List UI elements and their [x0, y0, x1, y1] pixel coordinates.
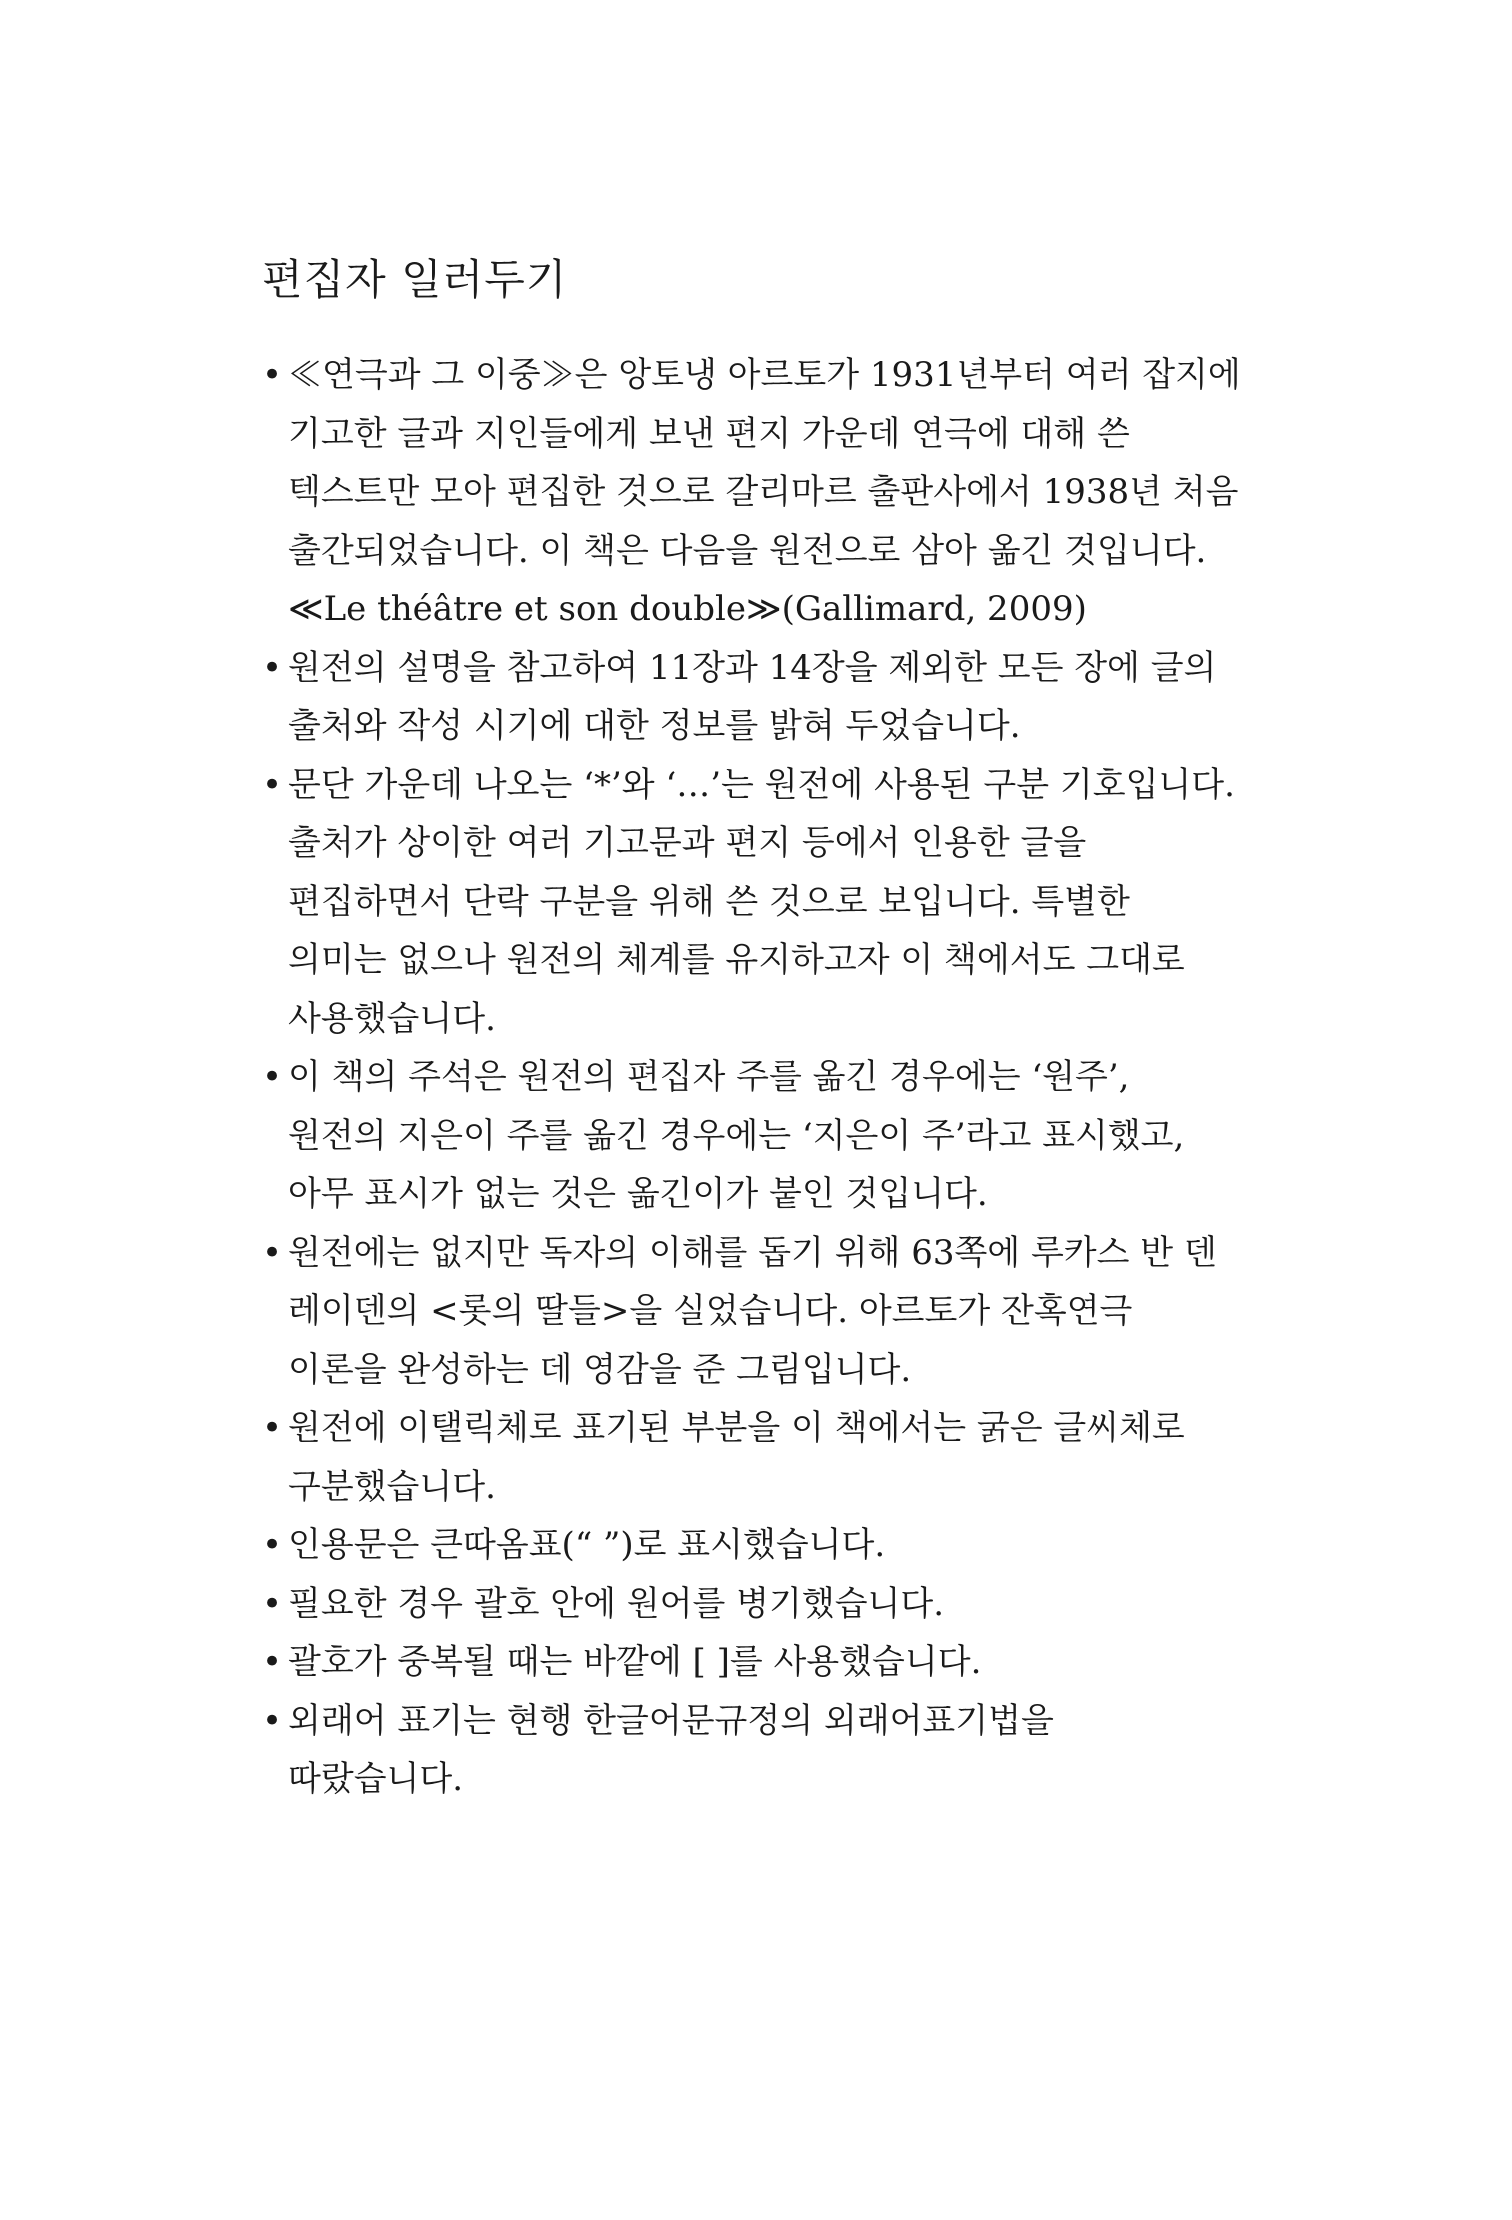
bullet-icon: •: [262, 1232, 283, 1273]
bullet-icon: •: [262, 1525, 283, 1565]
note-line: 필요한 경우 괄호 안에 원어를 병기했습니다.: [288, 1583, 945, 1624]
note-text: [288, 1224, 1262, 1400]
note-line: 외래어 표기는 현행 한글어문규정의 외래어표기법을: [288, 1700, 1054, 1741]
bullet-icon: •: [262, 1700, 283, 1741]
bullet-icon: •: [262, 647, 283, 688]
note-line: 이론을 완성하는 데 영감을 준 그림입니다.: [288, 1349, 912, 1390]
note-item: [262, 1516, 1262, 1575]
note-line: 레이덴의 <롯의 딸들>을 실었습니다. 아르토가 잔혹연극: [288, 1291, 1133, 1331]
page-title: 편집자 일러두기: [262, 255, 568, 304]
note-line: 괄호가 중복될 때는 바깥에 [ ]를 사용했습니다.: [288, 1642, 982, 1682]
note-line: 아무 표시가 없는 것은 옮긴이가 붙인 것입니다.: [288, 1174, 988, 1214]
note-item: [262, 639, 1262, 756]
bullet-icon: •: [262, 1408, 283, 1448]
note-text: [288, 346, 1262, 639]
note-item: [262, 1633, 1262, 1692]
note-line: 인용문은 큰따옴표(“ ”)로 표시했습니다.: [288, 1525, 886, 1565]
note-line: 편집하면서 단락 구분을 위해 쓴 것으로 보입니다. 특별한: [288, 881, 1130, 922]
note-line: 의미는 없으나 원전의 체계를 유지하고자 이 책에서도 그대로: [288, 940, 1185, 980]
note-line: 출간되었습니다. 이 책은 다음을 원전으로 삼아 옮긴 것입니다.: [288, 530, 1207, 571]
note-line: 기고한 글과 지인들에게 보낸 편지 가운데 연극에 대해 쓴: [288, 413, 1130, 454]
note-item: [262, 346, 1262, 639]
note-line: 원전에는 없지만 독자의 이해를 돕기 위해 63쪽에 루카스 반 덴: [288, 1232, 1217, 1273]
bullet-icon: •: [262, 764, 283, 805]
note-line: 출처가 상이한 여러 기고문과 편지 등에서 인용한 글을: [288, 823, 1087, 863]
note-line: 문단 가운데 나오는 ‘*’와 ‘…’는 원전에 사용된 구분 기호입니다.: [288, 764, 1235, 805]
note-line: 텍스트만 모아 편집한 것으로 갈리마르 출판사에서 1938년 처음: [288, 472, 1239, 512]
note-item: [262, 1399, 1262, 1516]
note-item: [262, 1692, 1262, 1809]
note-text: [288, 1516, 1262, 1575]
bullet-icon: •: [262, 1057, 283, 1097]
note-line: 따랐습니다.: [288, 1759, 464, 1799]
note-line: ≪Le théâtre et son double≫(Gallimard, 2009): [288, 589, 1087, 629]
note-line: 원전의 설명을 참고하여 11장과 14장을 제외한 모든 장에 글의: [288, 647, 1217, 688]
note-text: [288, 756, 1262, 1049]
note-text: [288, 1048, 1262, 1224]
note-line: ≪연극과 그 이중≫은 앙토냉 아르토가 1931년부터 여러 잡지에: [288, 355, 1241, 395]
note-text: [288, 1692, 1262, 1809]
note-text: [288, 639, 1262, 756]
bullet-icon: •: [262, 355, 283, 395]
note-item: [262, 1048, 1262, 1224]
note-item: [262, 1224, 1262, 1400]
note-line: 구분했습니다.: [288, 1466, 496, 1507]
note-text: [288, 1575, 1262, 1634]
note-line: 원전의 지은이 주를 옮긴 경우에는 ‘지은이 주’라고 표시했고,: [288, 1115, 1185, 1156]
note-item: [262, 756, 1262, 1049]
note-line: 원전에 이탤릭체로 표기된 부분을 이 책에서는 굵은 글씨체로: [288, 1408, 1185, 1448]
bullet-icon: •: [262, 1583, 283, 1624]
note-text: [288, 1633, 1262, 1692]
editor-notes-list: [262, 346, 1262, 1809]
note-line: 이 책의 주석은 원전의 편집자 주를 옮긴 경우에는 ‘원주’,: [288, 1057, 1130, 1097]
note-line: 출처와 작성 시기에 대한 정보를 밝혀 두었습니다.: [288, 706, 1021, 746]
bullet-icon: •: [262, 1642, 283, 1682]
note-text: [288, 1399, 1262, 1516]
note-line: 사용했습니다.: [288, 998, 496, 1039]
note-item: [262, 1575, 1262, 1634]
